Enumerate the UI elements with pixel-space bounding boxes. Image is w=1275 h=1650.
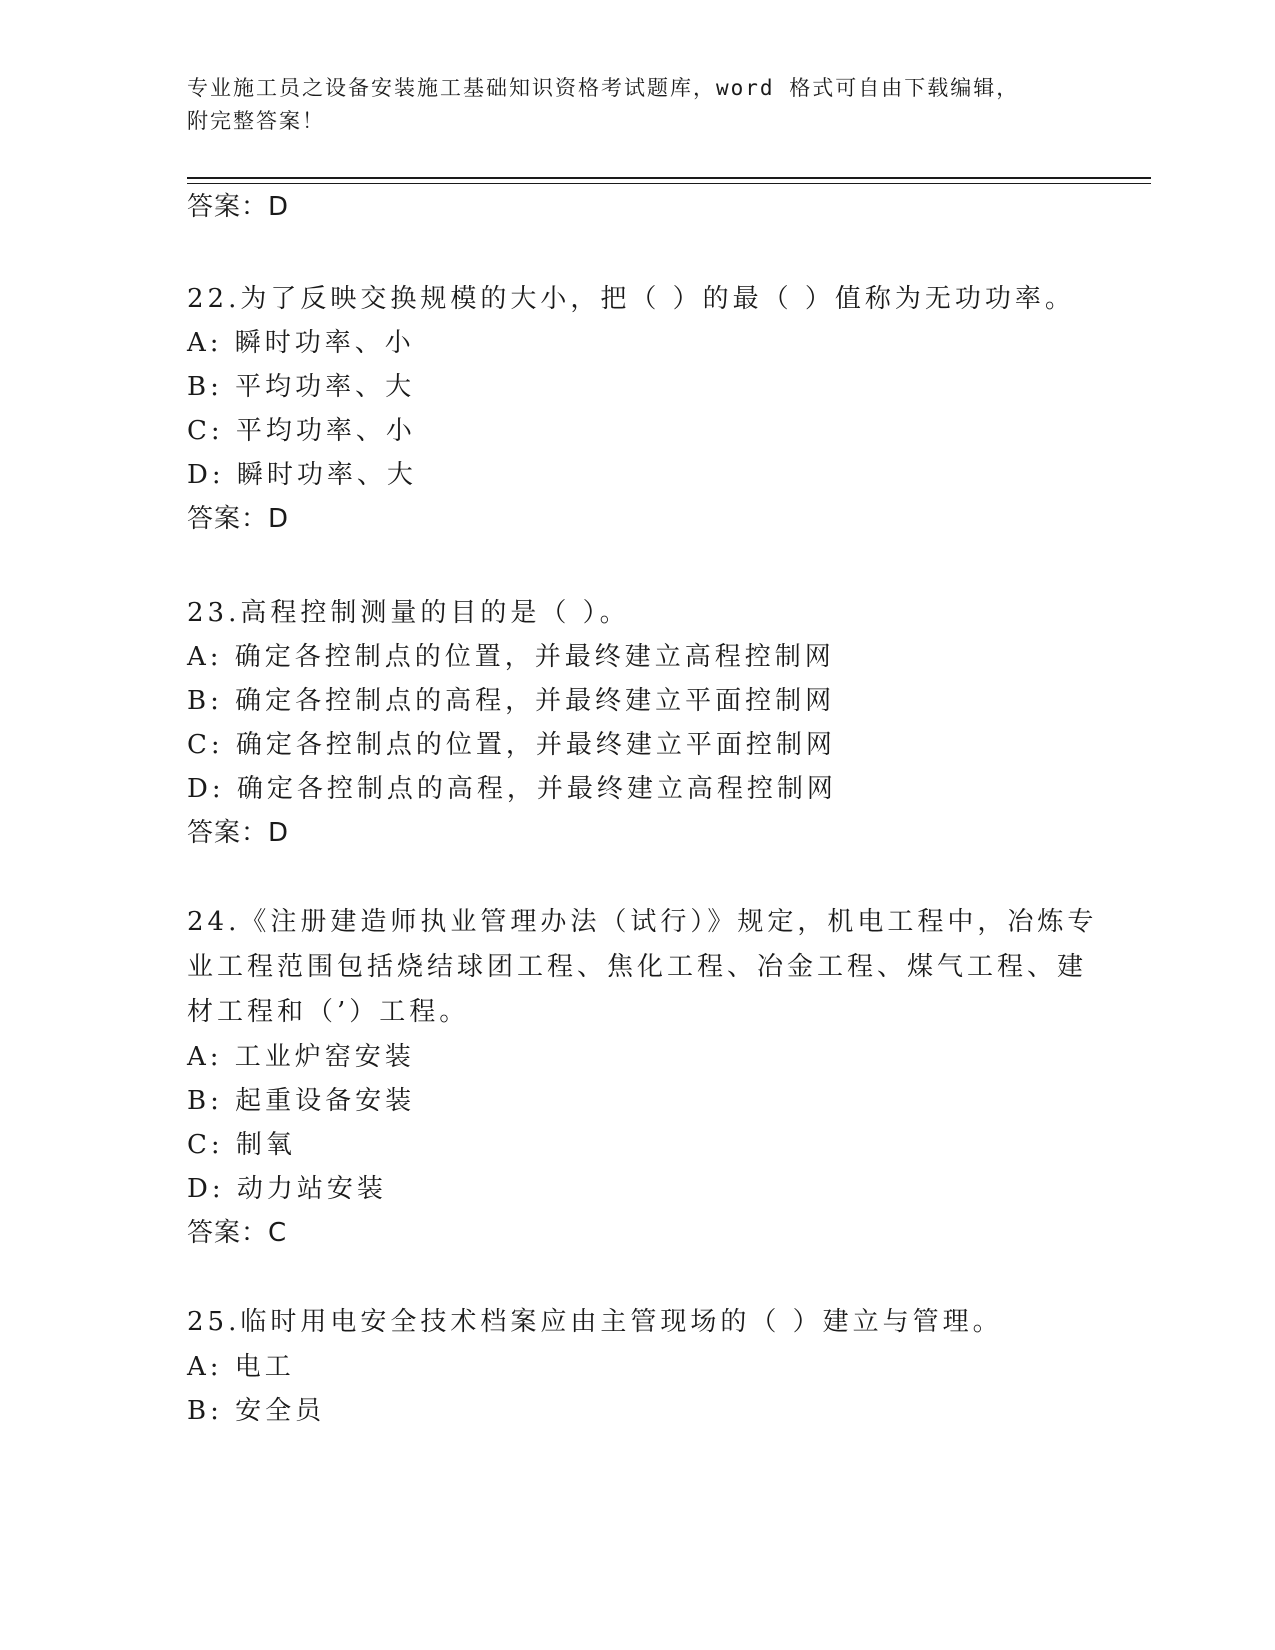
question-23-option-c: C: 确定各控制点的位置，并最终建立平面控制网 xyxy=(187,730,836,760)
question-23-option-d: D: 确定各控制点的高程，并最终建立高程控制网 xyxy=(187,774,837,804)
question-24-stem-line-3: 材工程和（’）工程。 xyxy=(187,997,470,1027)
question-23-stem: 23.高程控制测量的目的是（ ）。 xyxy=(187,598,630,628)
header-divider-thick xyxy=(187,177,1151,179)
question-25-option-a: A: 电工 xyxy=(187,1352,295,1382)
question-22-option-b: B: 平均功率、大 xyxy=(187,372,416,402)
answer-previous: 答案：D xyxy=(187,192,290,222)
question-24-stem-line-2: 业工程范围包括烧结球团工程、焦化工程、冶金工程、煤气工程、建 xyxy=(187,952,1088,982)
answer-question-24: 答案：C xyxy=(187,1218,288,1248)
question-22-option-a: A: 瞬时功率、小 xyxy=(187,328,415,358)
header-line-2: 附完整答案！ xyxy=(187,109,325,133)
answer-question-23: 答案：D xyxy=(187,818,290,848)
question-22-option-d: D: 瞬时功率、大 xyxy=(187,460,417,490)
header-line-1: 专业施工员之设备安装施工基础知识资格考试题库，word 格式可自由下载编辑， xyxy=(187,76,1020,100)
header-divider-thin xyxy=(187,183,1151,184)
question-25-option-b: B: 安全员 xyxy=(187,1396,326,1426)
question-24-stem-line-1: 24.《注册建造师执业管理办法（试行）》规定，机电工程中，冶炼专 xyxy=(187,907,1098,937)
question-24-option-b: B: 起重设备安装 xyxy=(187,1086,416,1116)
question-24-option-a: A: 工业炉窑安装 xyxy=(187,1042,415,1072)
question-24-option-c: C: 制氧 xyxy=(187,1130,296,1160)
question-23-option-a: A: 确定各控制点的位置，并最终建立高程控制网 xyxy=(187,642,835,672)
answer-question-22: 答案：D xyxy=(187,504,290,534)
question-24-option-d: D: 动力站安装 xyxy=(187,1174,387,1204)
question-23-option-b: B: 确定各控制点的高程，并最终建立平面控制网 xyxy=(187,686,836,716)
question-22-option-c: C: 平均功率、小 xyxy=(187,416,416,446)
document-header xyxy=(187,72,1067,138)
question-22-stem: 22.为了反映交换规模的大小，把（ ）的最（ ）值称为无功功率。 xyxy=(187,284,1075,314)
question-25-stem: 25.临时用电安全技术档案应由主管现场的（ ）建立与管理。 xyxy=(187,1307,1003,1337)
